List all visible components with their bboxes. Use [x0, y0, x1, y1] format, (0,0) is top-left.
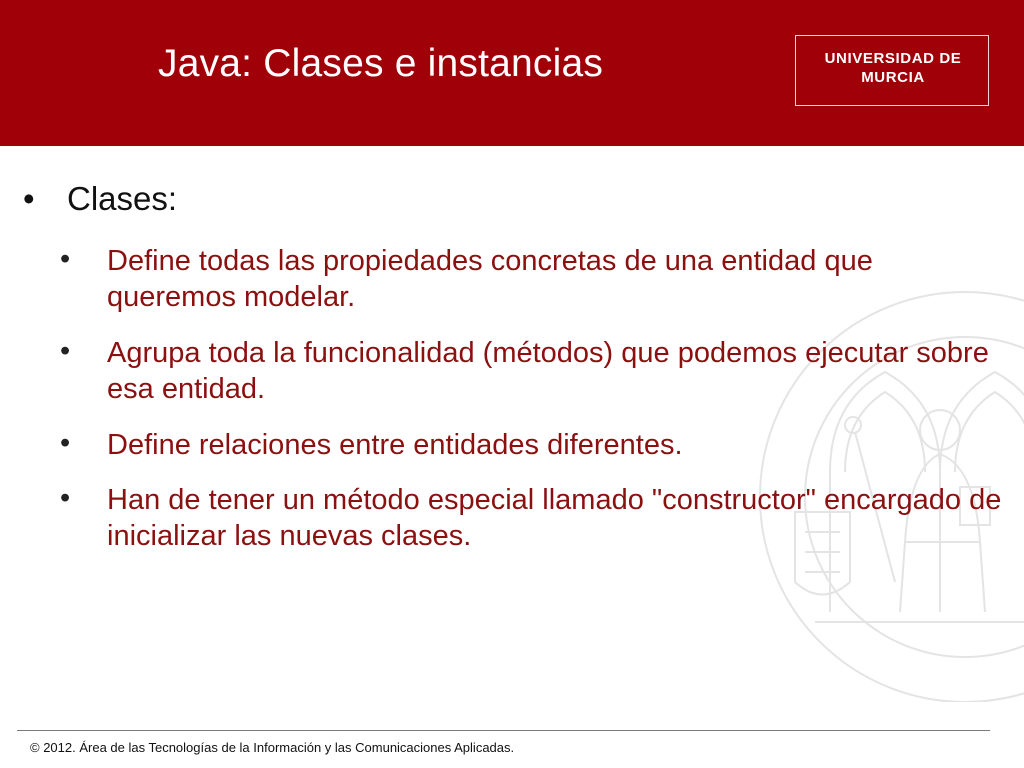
- list-item-text: Define relaciones entre entidades diferentes.: [107, 429, 683, 461]
- bullet-glyph: •: [60, 243, 71, 275]
- list-item-text: Agrupa toda la funcionalidad (métodos) que podemos ejecutar sobre esa entidad.: [107, 337, 989, 405]
- bullet-glyph: •: [60, 482, 71, 514]
- logo-line-2: MURCIA: [861, 69, 925, 86]
- list-item-text: Han de tener un método especial llamado "constructor" encargado de inicializar las nuevas clases.: [107, 484, 1002, 552]
- level1-heading: Clases:: [67, 180, 178, 217]
- slide-title: Java: Clases e instancias: [158, 42, 604, 85]
- footer-divider: [17, 730, 990, 731]
- bullet-glyph: •: [60, 335, 71, 367]
- logo-line-1: UNIVERSIDAD DE: [824, 50, 962, 67]
- list-item-text: Define todas las propiedades concretas de una entidad que queremos modelar.: [107, 245, 873, 313]
- bullet-glyph: •: [23, 180, 35, 217]
- footer-copyright: © 2012. Área de las Tecnologías de la Información y las Comunicaciones Aplicadas.: [30, 740, 515, 755]
- bullet-glyph: •: [60, 427, 71, 459]
